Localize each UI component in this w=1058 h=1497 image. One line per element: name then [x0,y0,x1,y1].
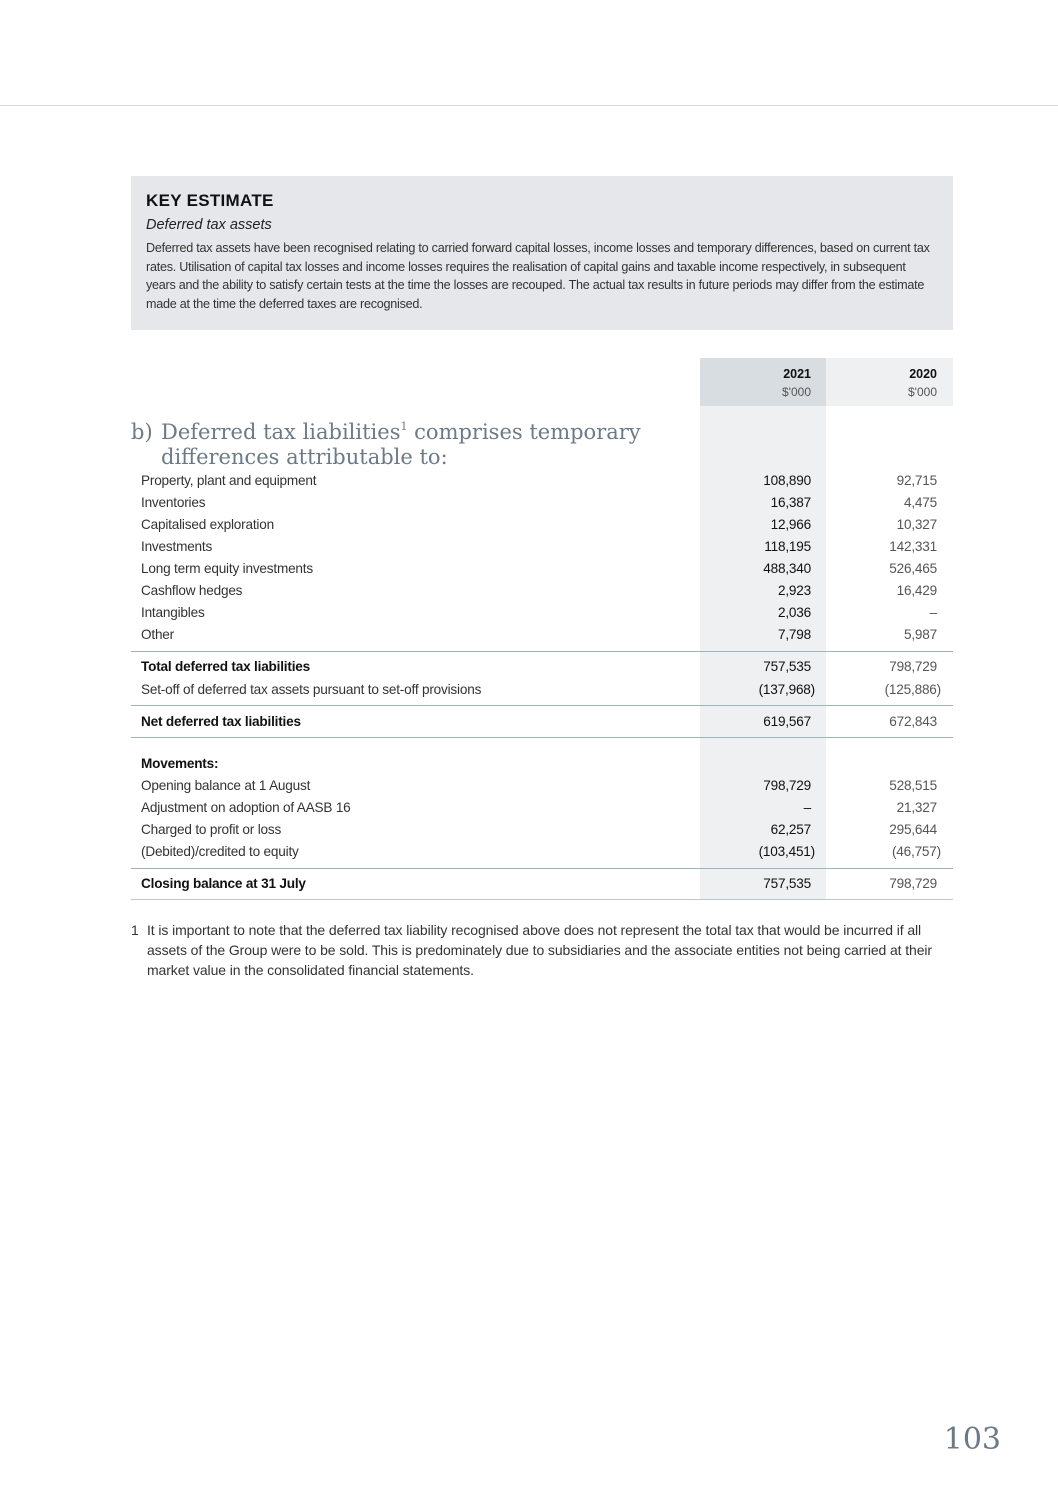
row-label: Adjustment on adoption of AASB 16 [141,800,351,815]
value-2021: 62,257 [770,822,811,837]
row-label: Charged to profit or loss [141,822,282,837]
value-2021: 798,729 [763,778,811,793]
value-2020: 142,331 [889,539,937,554]
table-row [131,602,953,624]
row-label: Opening balance at 1 August [141,778,311,793]
row-label: Inventories [141,495,206,510]
row-label: Cashflow hedges [141,583,243,598]
row-label: Capitalised exploration [141,517,274,532]
value-2021: 757,535 [763,659,811,674]
row-label: Closing balance at 31 July [141,876,306,891]
value-2020: 21,327 [896,800,937,815]
footnote-text: It is important to note that the deferred tax liability recognised above does not represent the total tax that would be incurred if all assets of the Group were to be sold. This is predominately due to subsidiaries and the associate entities not being carried at their market value in the consolidated financial statements. [147,922,932,978]
column-2020-unit: $'000 [908,385,937,399]
value-2020: 798,729 [889,659,937,674]
value-2020: 10,327 [896,517,937,532]
header-rule [0,105,1058,106]
key-estimate-subtitle: Deferred tax assets [146,217,272,233]
table-bottom-rule [131,899,953,900]
table-row [131,558,953,580]
value-2020: 528,515 [889,778,937,793]
column-2020-year: 2020 [909,367,937,381]
section-heading-label: b) [131,420,153,444]
value-2020: – [929,605,937,620]
page-number: 103 [943,1422,1001,1457]
table-row [131,514,953,536]
value-2021: 488,340 [763,561,811,576]
value-2021: (137,968) [758,682,815,697]
value-2020: 16,429 [896,583,937,598]
total-row [131,656,953,678]
value-2021: 16,387 [770,495,811,510]
column-2021-year: 2021 [783,367,811,381]
value-2021: – [803,800,811,815]
table-row [131,492,953,514]
section-heading [131,414,671,470]
table-divider [131,651,953,652]
table-row [131,624,953,646]
value-2021: 7,798 [777,627,811,642]
row-label: Investments [141,539,213,554]
row-label: Set-off of deferred tax assets pursuant to set-off provisions [141,682,482,697]
value-2020: 295,644 [889,822,937,837]
value-2021: 2,036 [777,605,811,620]
footnote [131,920,961,980]
row-label: Intangibles [141,605,205,620]
value-2021: 118,195 [764,539,811,554]
value-2020: 92,715 [896,473,937,488]
table-divider [131,705,953,706]
closing-row [131,873,953,895]
value-2020: 672,843 [889,714,937,729]
table-row [131,536,953,558]
net-row [131,711,953,733]
footnote-reference: 1 [400,420,408,433]
table-row [131,580,953,602]
table-row [131,775,953,797]
column-2021-unit: $'000 [782,385,811,399]
key-estimate-title: KEY ESTIMATE [146,191,274,210]
value-2021: 2,923 [777,583,811,598]
row-label: Long term equity investments [141,561,313,576]
section-heading-line1-suffix: comprises temporary [407,420,641,444]
value-2020: 526,465 [889,561,937,576]
section-heading-line1: Deferred tax liabilities [161,420,401,444]
value-2020: 4,475 [903,495,937,510]
row-label: (Debited)/credited to equity [141,844,299,859]
value-2021: (103,451) [758,844,815,859]
row-label: Other [141,627,174,642]
key-estimate-box [131,176,953,330]
value-2021: 619,567 [763,714,811,729]
value-2020: (46,757) [891,844,941,859]
row-label: Property, plant and equipment [141,473,317,488]
value-2020: (125,886) [884,682,941,697]
movements-heading: Movements: [141,756,219,771]
table-row [131,841,953,863]
movements-heading-row [131,753,953,775]
row-label: Net deferred tax liabilities [141,714,301,729]
value-2021: 12,966 [770,517,811,532]
value-2020: 5,987 [903,627,937,642]
table-divider [131,737,953,738]
footnote-number: 1 [131,922,139,938]
table-row [131,819,953,841]
table-divider [131,868,953,869]
value-2021: 757,535 [763,876,811,891]
value-2020: 798,729 [889,876,937,891]
table-row [131,470,953,492]
value-2021: 108,890 [763,473,811,488]
section-heading-line2: differences attributable to: [161,445,448,469]
key-estimate-body: Deferred tax assets have been recognised relating to carried forward capital losses, income losses and temporary differences, based on current tax rates. Utilisation of capital tax losses and income losses requires the realisation of capital gains and taxable income respectively, in subsequent years and the ability to satisfy certain tests at the time the losses are recouped. The actual tax results in future periods may differ from the estimate made at the time the deferred taxes are recognised. [146,241,930,311]
table-row [131,679,953,701]
table-row [131,797,953,819]
row-label: Total deferred tax liabilities [141,659,311,674]
